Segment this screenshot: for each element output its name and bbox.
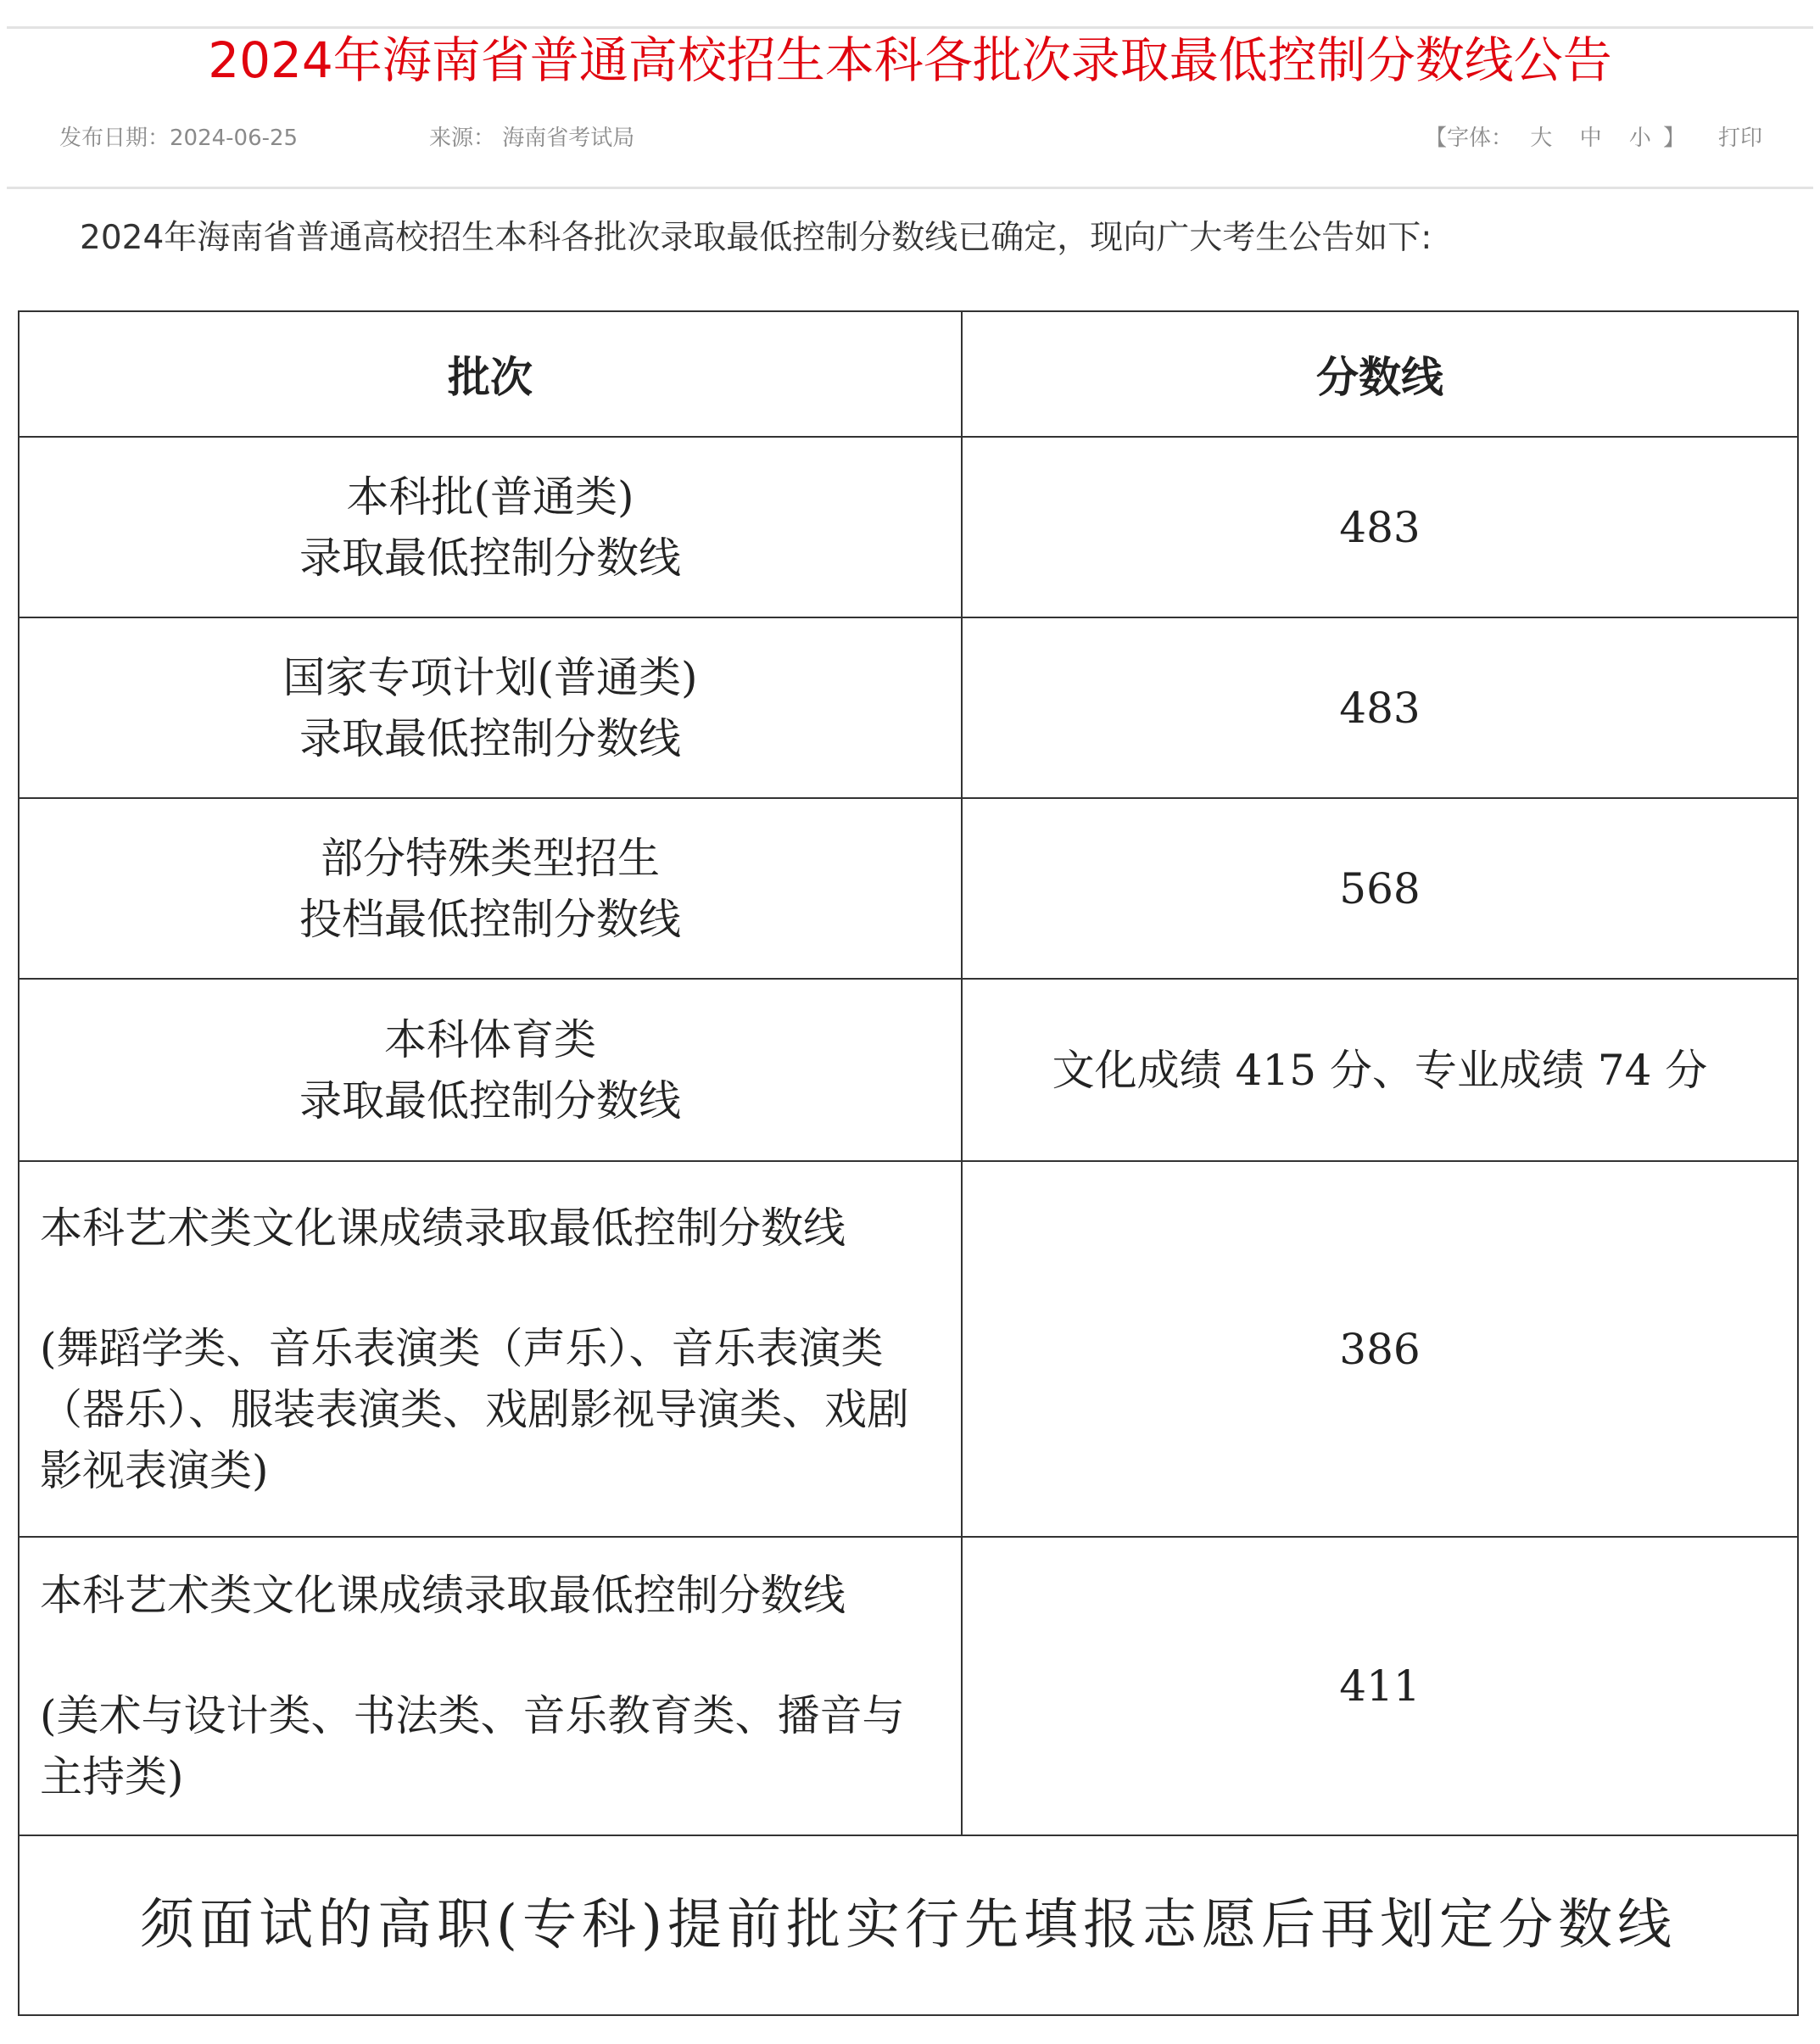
batch-line2: (舞蹈学类、音乐表演类（声乐）、音乐表演类（器乐）、服装表演类、戏剧影视导演类、戏剧影视表演类) (40, 1323, 909, 1495)
batch-line1: 本科艺术类文化课成绩录取最低控制分数线 (40, 1571, 846, 1620)
batch-line2: (美术与设计类、书法类、音乐教育类、播音与主持类) (40, 1691, 905, 1801)
font-large-link[interactable]: 大 (1530, 126, 1553, 151)
header-score: 分数线 (962, 311, 1798, 437)
batch-cell (19, 617, 962, 798)
batch-line2: 录取最低控制分数线 (299, 1075, 681, 1125)
batch-line2: 录取最低控制分数线 (299, 533, 681, 583)
print-link[interactable]: 打印 (1718, 126, 1763, 151)
table-row (19, 798, 1798, 979)
header-batch: 批次 (19, 311, 962, 437)
score-cell: 文化成绩 415 分、专业成绩 74 分 (962, 979, 1798, 1161)
font-size-controls (1425, 124, 1685, 153)
meta-divider (7, 187, 1813, 189)
score-cell: 568 (962, 798, 1798, 979)
source: 来源： 海南省考试局 (429, 126, 635, 151)
table-header-row (19, 311, 1798, 437)
score-table (18, 310, 1799, 2016)
score-cell: 483 (962, 437, 1798, 617)
intro-text: 2024年海南省普通高校招生本科各批次录取最低控制分数线已确定，现向广大考生公告如下: (80, 219, 1432, 257)
score-cell: 483 (962, 617, 1798, 798)
table-row (19, 437, 1798, 617)
score-cell: 411 (962, 1537, 1798, 1835)
batch-line1: 本科批(普通类) (346, 472, 634, 522)
batch-line1: 国家专项计划(普通类) (282, 652, 698, 702)
score-cell: 386 (962, 1161, 1798, 1537)
publish-date: 发布日期：2024-06-25 (59, 126, 299, 151)
font-small-link[interactable]: 小 (1628, 126, 1651, 151)
batch-line1: 本科体育类 (384, 1014, 596, 1064)
table-row (19, 617, 1798, 798)
table-row (19, 1161, 1798, 1537)
table-row (19, 979, 1798, 1161)
font-medium-link[interactable]: 中 (1579, 126, 1602, 151)
batch-cell (19, 798, 962, 979)
batch-line2: 投档最低控制分数线 (299, 894, 681, 944)
batch-cell (19, 1161, 962, 1537)
batch-line2: 录取最低控制分数线 (299, 713, 681, 763)
table-row (19, 1537, 1798, 1835)
font-size-label: 【字体： (1425, 126, 1514, 151)
table-footer-row (19, 1835, 1798, 2015)
footer-note: 须面试的高职(专科)提前批实行先填报志愿后再划定分数线 (19, 1835, 1798, 2015)
batch-line1: 部分特殊类型招生 (321, 833, 660, 883)
batch-cell (19, 1537, 962, 1835)
batch-line1: 本科艺术类文化课成绩录取最低控制分数线 (40, 1203, 846, 1253)
page-title: 2024年海南省普通高校招生本科各批次录取最低控制分数线公告 (208, 31, 1612, 89)
batch-cell (19, 437, 962, 617)
batch-cell (19, 979, 962, 1161)
font-size-end: 】 (1663, 126, 1686, 151)
